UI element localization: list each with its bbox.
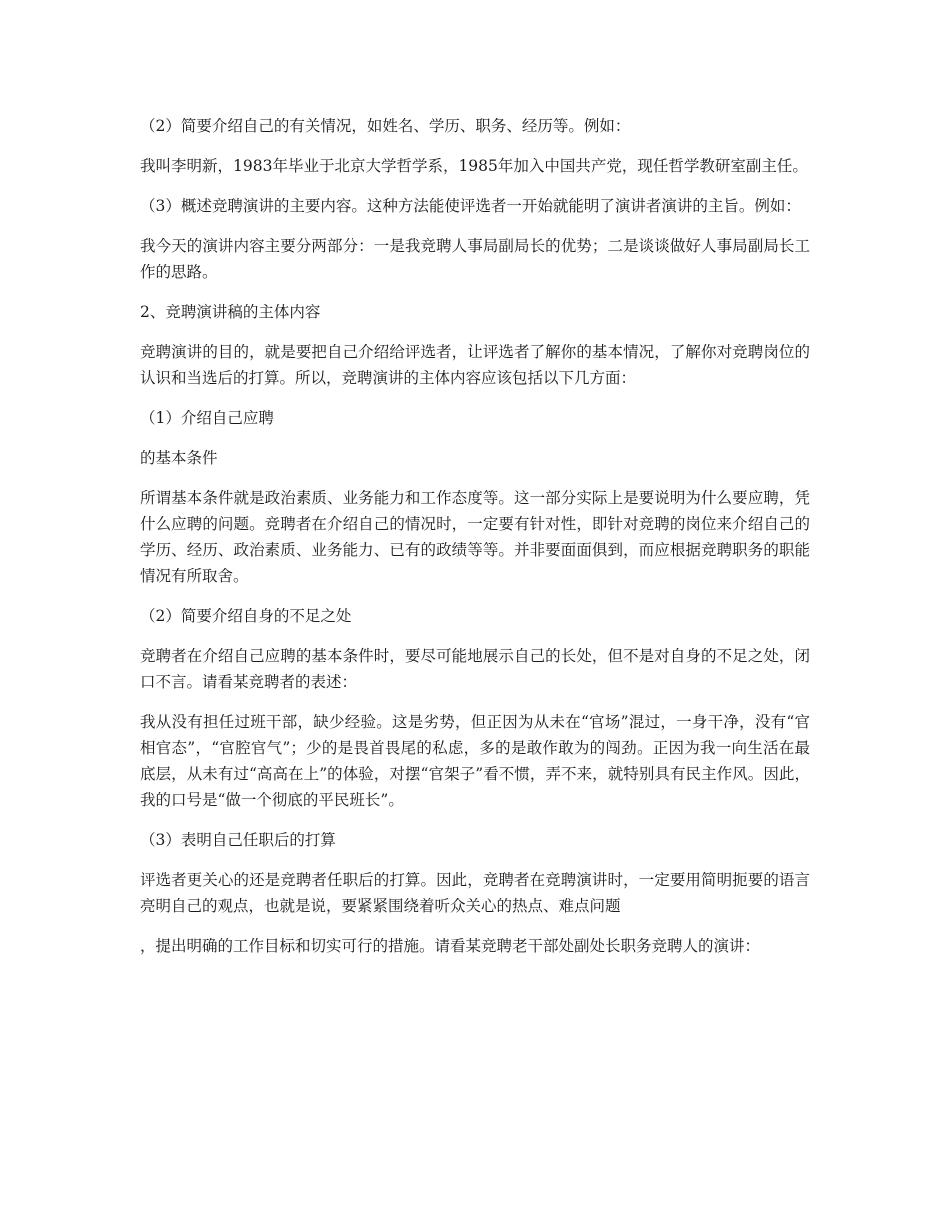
paragraph-overview-heading: （3）概述竞聘演讲的主要内容。这种方法能使评选者一开始就能明了演讲者演讲的主旨。例如： xyxy=(140,197,801,215)
paragraph-intro-self-heading: （2）简要介绍自己的有关情况，如姓名、学历、职务、经历等。例如： xyxy=(140,117,631,135)
paragraph-overview-example: 我今天的演讲内容主要分两部分：一是我竞聘人事局副局长的优势；二是谈谈做好人事局副局长工作的思路。 xyxy=(140,237,810,281)
paragraph-intro-self-example: 我叫李明新，1983年毕业于北京大学哲学系，1985年加入中国共产党，现任哲学教研室副主任。 xyxy=(140,157,808,175)
paragraph-shortcomings-example: 我从没有担任过班干部，缺少经验。这是劣势，但正因为从未在“官场”混过，一身干净，没有“官相官态”，“官腔官气”；少的是畏首畏尾的私虑，多的是敢作敢为的闯劲。正因为我一向生活在最底层，从未有过“高高在上”的体验，对摆“官架子”看不惯，弄不来，就特别具有民主作风。因此，我的口号是“做一个彻底的平民班长”。 xyxy=(140,713,810,809)
paragraph-basic-conditions-heading-part2: 的基本条件 xyxy=(140,449,218,467)
paragraph-shortcomings-body: 竞聘者在介绍自己应聘的基本条件时，要尽可能地展示自己的长处，但不是对自身的不足之处，闭口不言。请看某竞聘者的表述： xyxy=(140,647,810,691)
paragraph-plans-heading: （3）表明自己任职后的打算 xyxy=(140,831,336,849)
paragraph-plans-continuation: ，提出明确的工作目标和切实可行的措施。请看某竞聘老干部处副处长职务竞聘人的演讲： xyxy=(140,937,761,955)
section-heading-main-content: 2、竞聘演讲稿的主体内容 xyxy=(140,303,321,321)
paragraph-shortcomings-heading: （2）简要介绍自身的不足之处 xyxy=(140,607,352,625)
paragraph-main-content-purpose: 竞聘演讲的目的，就是要把自己介绍给评选者，让评选者了解你的基本情况，了解你对竞聘岗位的认识和当选后的打算。所以，竞聘演讲的主体内容应该包括以下几方面： xyxy=(140,343,810,387)
paragraph-plans-body: 评选者更关心的还是竞聘者任职后的打算。因此，竞聘者在竞聘演讲时，一定要用简明扼要的语言亮明自己的观点，也就是说，要紧紧围绕着听众关心的热点、难点问题 xyxy=(140,871,810,915)
paragraph-basic-conditions-heading-part1: （1）介绍自己应聘 xyxy=(140,409,274,427)
paragraph-basic-conditions-body: 所谓基本条件就是政治素质、业务能力和工作态度等。这一部分实际上是要说明为什么要应聘，凭什么应聘的问题。竞聘者在介绍自己的情况时，一定要有针对性，即针对竞聘的岗位来介绍自己的学历、经历、政治素质、业务能力、已有的政绩等等。并非要面面俱到，而应根据竞聘职务的职能情况有所取舍。 xyxy=(140,489,810,585)
